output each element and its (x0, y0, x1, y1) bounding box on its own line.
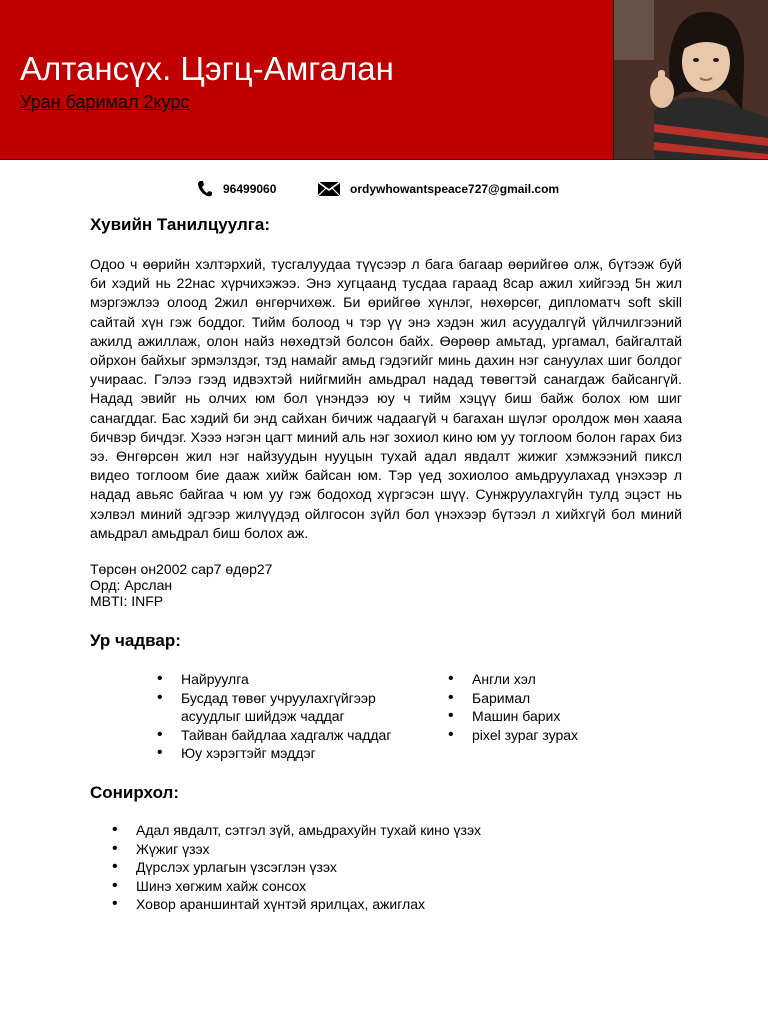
list-item: • Дүрслэх урлагын үзсэглэн үзэх (112, 858, 672, 877)
profile-photo (614, 0, 768, 160)
list-item: • Шинэ хөгжим хайж сонсох (112, 877, 672, 896)
skills-list-left (157, 670, 422, 763)
mbti-type: MBTI: INFP (90, 593, 164, 609)
phone-icon (197, 180, 213, 198)
intro-paragraph: Одоо ч өөрийн хэлтэрхий, тусгалуудаа түүсээр л бага багаар өөрийгөө олж, бүтээж буй би хэдий нь 22нас хүрчихэжээ. Энэ хугцаанд тусдаа гараад 8сар ажил хийгээд 5н жил мэргэжлээ олоод 2жил өнгөрчихөж. Би өрийгөө хүнлэг, нөхөрсөг, дипломатч soft skill сайтай хүн гэж боддог. Тийм болоод ч тэр үү энэ хэдэн жил асуудалгүй үйлчилгээний ажилд ажиллаж, олон найз нөхөдтэй болсон байх. Өөрөөр амьтад, ургамал, байгалтай ойрхон байхыг эрмэлздэг, тэд намайг амьд гэдэгийг минь дахин нэг сануулах шиг болдог учираас. Гэлээ гээд идвэхтэй нийгмийн амьдрал надад төвөгтэй санагдаж байсангүй. Надад эвийг нь олчих юм бол үнэндээ юу ч тийм хэцүү биш байж болох юм шиг санагддаг. Бас хэдий би энд сайхан бичиж чадаагүй ч багахан шүлэг оролдож мөн хааяа бичвэр бичдэг. Хэээ нэгэн цагт миний аль нэг зохиол кино юм уу тоглоом болон гарах биз ээ. Өнгөрсөн жил нэг найзуудын нууцын тухай адал явдалт жижиг хэмжээний пиксл видео тоглоом бие дааж хийж байсан юм. Тэр үед зохиолоо амьдруулахад үнэхээр л надад авьяс байгаа ч юм уу гэж бодоход хүргэсэн шүү. Сунжруулахгүйн тулд эцэст нь хэлвэл миний эдгээр жилүүдэд ойлгосон зүйл бол үнэхээр бүтээл л хийхгүй бол миний амьдрал амьдрал биш болох аж. (90, 257, 682, 542)
list-item: • Машин барих (448, 707, 648, 726)
phone-number: 96499060 (223, 182, 277, 196)
email-address: ordywhowantspeace727@gmail.com (350, 182, 560, 196)
header-banner (0, 0, 614, 160)
list-item: • pixel зураг зурах (448, 726, 648, 745)
list-item: • Баримал (448, 689, 648, 708)
zodiac-sign: Орд: Арслан (90, 577, 173, 593)
list-item: • Жүжиг үзэх (112, 840, 672, 859)
phone-contact (197, 178, 276, 200)
list-item: • Адал явдалт, сэтгэл зүй, амьдрахуйн тухай кино үзэх (112, 821, 672, 840)
email-contact (318, 178, 559, 200)
person-subtitle: Уран баримал 2курс (20, 92, 190, 112)
intro-heading: Хувийн Танилцуулга: (90, 215, 270, 234)
hobbies-heading: Сонирхол: (90, 783, 179, 802)
personal-facts (90, 561, 272, 609)
list-item: • Англи хэл (448, 670, 648, 689)
hobbies-list (112, 821, 672, 914)
envelope-icon (318, 181, 340, 197)
list-item: • Найруулга (157, 670, 422, 689)
list-item: • Тайван байдлаа хадгалж чаддаг (157, 726, 422, 745)
skills-heading: Ур чадвар: (90, 631, 181, 650)
skills-list-right (448, 670, 648, 744)
list-item: • Юу хэрэгтэйг мэддэг (157, 744, 422, 763)
list-item: • Бусдад төвөг учруулахгүйгээр асуудлыг шийдэж чаддаг (157, 689, 422, 726)
list-item: • Ховор араншинтай хүнтэй ярилцах, ажиглах (112, 895, 672, 914)
portrait-illustration (614, 0, 768, 160)
birth-date: Төрсөн он2002 сар7 өдөр27 (90, 561, 273, 577)
person-name: Алтансүх. Цэгц-Амгалан (20, 50, 394, 87)
